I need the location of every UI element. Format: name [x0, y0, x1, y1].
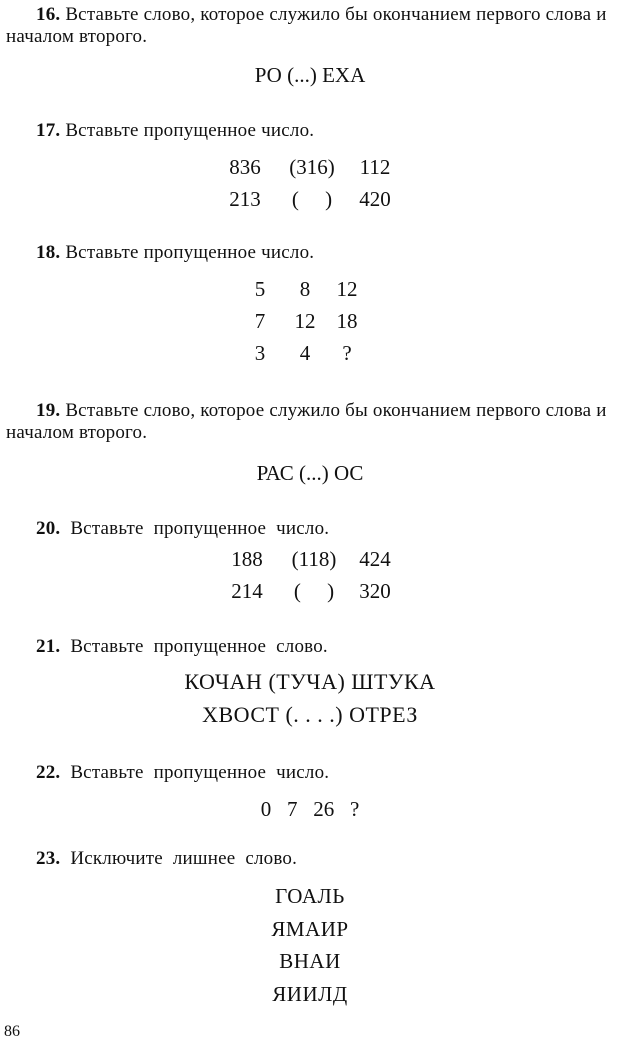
grid-cell: 112: [359, 155, 391, 179]
grid-cell: 3: [254, 341, 266, 365]
number-grid-20: [0, 546, 620, 610]
question-22: [6, 762, 614, 784]
grid-cell: 188: [231, 547, 263, 571]
grid-cell: 5: [254, 277, 266, 301]
grid-cell: ( ): [291, 187, 333, 211]
number-sequence-22: 0 7 26 ?: [260, 797, 360, 821]
question-16: [6, 4, 614, 48]
grid-cell: 8: [299, 277, 311, 301]
word-option: ГОАЛЬ: [275, 884, 345, 908]
grid-row: [0, 186, 620, 218]
grid-cell: (118): [291, 547, 337, 571]
word-option: ВНАИ: [279, 949, 341, 973]
grid-cell: 836: [229, 155, 261, 179]
grid-cell: 18: [336, 309, 358, 333]
grid-cell: 424: [359, 547, 391, 571]
grid-row: [0, 154, 620, 186]
grid-cell: 12: [294, 309, 316, 333]
number-grid-18: [0, 276, 620, 372]
question-text: Вставьте пропущенное число.: [65, 242, 315, 263]
grid-cell: 4: [299, 341, 311, 365]
grid-cell: 420: [359, 187, 391, 211]
puzzle-19: РАС (...) ОС: [256, 461, 364, 485]
grid-cell: 214: [231, 579, 263, 603]
puzzle-16: РО (...) ЕХА: [254, 63, 366, 87]
question-text: Вставьте пропущенное число.: [70, 518, 330, 539]
grid-row: [0, 340, 620, 372]
grid-cell: 7: [254, 309, 266, 333]
page-number: 86: [4, 1023, 20, 1040]
question-text: Исключите лишнее слово.: [70, 848, 298, 869]
grid-row: [0, 276, 620, 308]
question-number: 21.: [36, 636, 61, 657]
word-puzzle-line-2: ХВОСТ (. . . .) ОТРЕЗ: [202, 702, 418, 727]
grid-cell: ?: [342, 341, 352, 365]
grid-cell: 320: [359, 579, 391, 603]
question-21: [6, 636, 614, 658]
grid-cell: ( ): [293, 579, 335, 603]
question-text: Вставьте пропущенное число.: [65, 120, 315, 141]
grid-row: [0, 308, 620, 340]
grid-row: [0, 546, 620, 578]
question-text: Вставьте пропущенное число.: [70, 762, 330, 783]
question-18: [6, 242, 614, 264]
question-number: 20.: [36, 518, 61, 539]
question-number: 16.: [36, 4, 61, 25]
question-text: Вставьте слово, которое служило бы окончанием первого слова и началом второго.: [6, 4, 607, 47]
question-text: Вставьте слово, которое служило бы окончанием первого слова и началом второго.: [6, 400, 607, 443]
question-number: 18.: [36, 242, 61, 263]
number-grid-17: [0, 154, 620, 218]
word-puzzle-line-1: КОЧАН (ТУЧА) ШТУКА: [184, 669, 436, 694]
question-23: [6, 848, 614, 870]
question-number: 19.: [36, 400, 61, 421]
grid-cell: 12: [336, 277, 358, 301]
question-19: [6, 400, 614, 444]
question-number: 17.: [36, 120, 61, 141]
word-option: ЯМАИР: [271, 917, 349, 941]
question-number: 23.: [36, 848, 61, 869]
grid-cell: 213: [229, 187, 261, 211]
question-number: 22.: [36, 762, 61, 783]
grid-row: [0, 578, 620, 610]
word-option: ЯИИЛД: [272, 982, 348, 1006]
grid-cell: (316): [289, 155, 335, 179]
question-17: [6, 120, 614, 142]
question-20: [6, 518, 614, 540]
question-text: Вставьте пропущенное слово.: [70, 636, 328, 657]
